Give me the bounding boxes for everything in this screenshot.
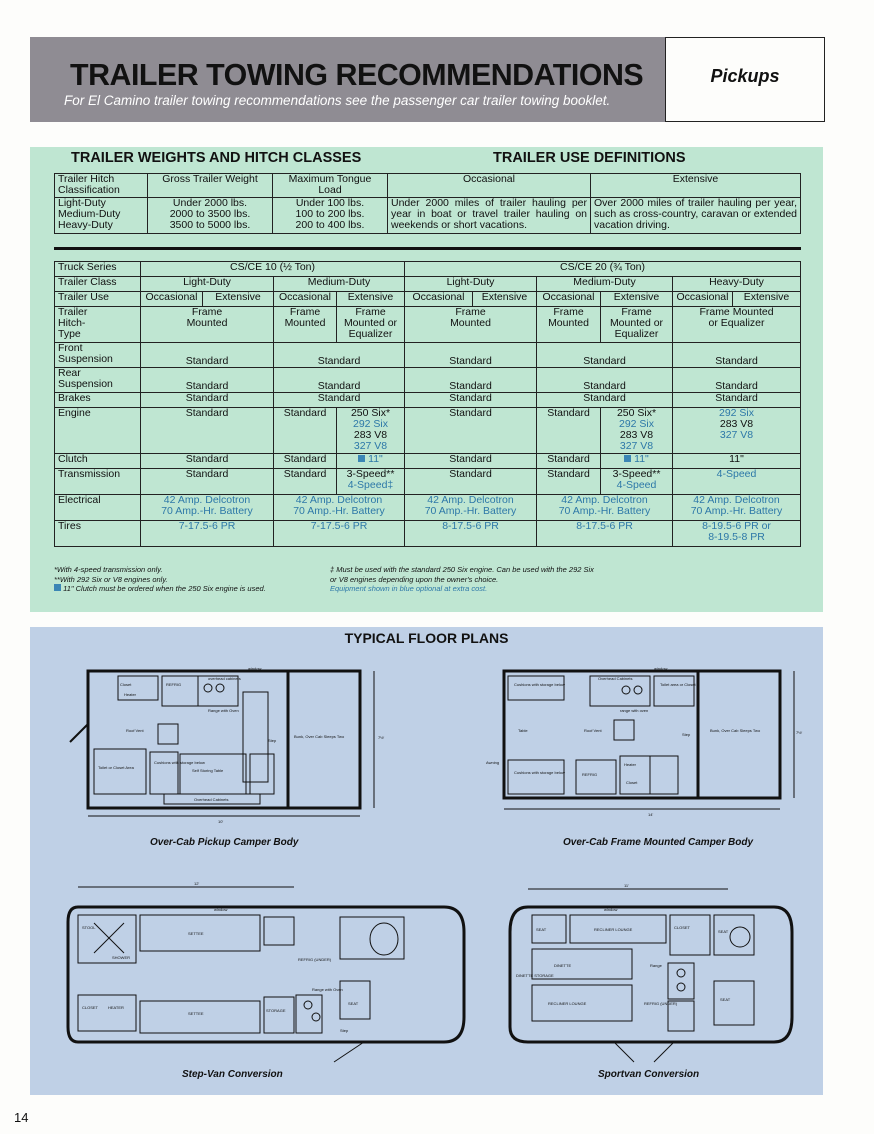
- p1-overhead: overhead cabinets: [208, 676, 241, 681]
- engine-292: 292 Six: [618, 418, 655, 430]
- note-clutch: 11" Clutch must be ordered when the 250 Six engine is used.: [63, 584, 266, 593]
- p1-dim-h: 7½': [378, 735, 385, 740]
- p4-window: window: [604, 907, 618, 912]
- p1-cushions: Cushions with storage below: [154, 760, 205, 765]
- p4-seat: SEAT: [536, 927, 547, 932]
- p3-step: Step: [340, 1028, 349, 1033]
- lbl-trans: Transmission: [55, 469, 141, 495]
- clutch-11-cell: [601, 454, 673, 469]
- front-std: Standard: [405, 343, 537, 368]
- p4-dim-w: 11': [624, 883, 629, 888]
- lbl-clutch: Clutch: [55, 454, 141, 469]
- tongue-loads: Under 100 lbs. 100 to 200 lbs. 200 to 400 lbs.: [273, 198, 388, 234]
- brakes-std: Standard: [537, 393, 673, 408]
- front-std: Standard: [274, 343, 405, 368]
- p1-table: Self Storing Table: [192, 768, 224, 773]
- trans-std: Standard: [537, 469, 601, 495]
- specs-table: [54, 261, 801, 547]
- cls-light-20: Light-Duty: [405, 277, 537, 292]
- trans-3speed: 3-Speed**: [612, 468, 661, 480]
- p2-range: range with oven: [620, 708, 649, 713]
- square-marker-icon: [358, 455, 365, 462]
- cs20-head: CS/CE 20 (¾ Ton): [405, 262, 801, 277]
- p4-range: Range: [650, 963, 662, 968]
- lbl-use: Trailer Use: [55, 292, 141, 307]
- hitch-10-med-ext: Frame Mounted or Equalizer: [337, 307, 405, 343]
- lbl-brakes: Brakes: [55, 393, 141, 408]
- p4-seat3: SEAT: [720, 997, 731, 1002]
- use-occ: Occasional: [141, 292, 203, 307]
- p3-range: Range with Oven: [312, 987, 343, 992]
- use-occ: Occasional: [274, 292, 337, 307]
- p3-seat: SEAT: [348, 1001, 359, 1006]
- p1-dim-w: 10': [218, 819, 224, 824]
- p3-storage: STORAGE: [266, 1008, 286, 1013]
- use-occ: Occasional: [673, 292, 733, 307]
- trans-20-opts: [601, 469, 673, 495]
- p3-dim-w: 12': [194, 881, 200, 886]
- p1-closet: Closet: [120, 682, 132, 687]
- front-std: Standard: [537, 343, 673, 368]
- cs10-head: CS/CE 10 (½ Ton): [141, 262, 405, 277]
- clutch-std: Standard: [141, 454, 274, 469]
- caption-pickup-camper: Over-Cab Pickup Camper Body: [150, 837, 299, 848]
- rear-std: Standard: [405, 368, 537, 393]
- trans-4speed: 4-Speed‡: [347, 479, 394, 491]
- page-title: TRAILER TOWING RECOMMENDATIONS: [70, 57, 644, 92]
- note-clutch-row: [54, 584, 334, 594]
- engine-20-heavy: [673, 408, 801, 454]
- p2-awning: Awning: [486, 760, 500, 765]
- th-tongue: Maximum Tongue Load: [273, 174, 388, 198]
- lbl-series: Truck Series: [55, 262, 141, 277]
- square-marker-icon: [624, 455, 631, 462]
- tires-heavy: 8-19.5-6 PR or 8-19.5-8 PR: [673, 521, 801, 547]
- use-ext: Extensive: [733, 292, 801, 307]
- use-occ: Occasional: [537, 292, 601, 307]
- p2-closet: Closet: [626, 780, 638, 785]
- p1-range: Range with Oven: [208, 708, 239, 713]
- brakes-std: Standard: [405, 393, 537, 408]
- brakes-std: Standard: [673, 393, 801, 408]
- p1-window: window: [248, 666, 262, 671]
- engine-283: 283 V8: [719, 418, 754, 430]
- trans-std: Standard: [141, 469, 274, 495]
- title-banner: [30, 37, 665, 122]
- p2-refrig: REFRIG: [582, 772, 598, 777]
- p2-step: Step: [682, 732, 691, 737]
- cls-heavy-20: Heavy-Duty: [673, 277, 801, 292]
- p2-dim-w: 14': [648, 812, 654, 817]
- footnotes-right: [330, 565, 600, 594]
- p2-window: window: [654, 666, 668, 671]
- engine-10-med-opts: [337, 408, 405, 454]
- p2-table: Table: [518, 728, 528, 733]
- front-std: Standard: [141, 343, 274, 368]
- engine-327: 327 V8: [353, 440, 388, 452]
- tires-20: 8-17.5-6 PR: [405, 521, 537, 547]
- engine-250: 250 Six*: [350, 407, 391, 419]
- p3-closet: CLOSET: [82, 1005, 99, 1010]
- engine-10-med-std: Standard: [274, 408, 337, 454]
- use-occ: Occasional: [405, 292, 473, 307]
- p3-settee2: SETTEE: [188, 1011, 204, 1016]
- trans-10-opts: [337, 469, 405, 495]
- p1-refrig: REFRIG: [166, 682, 182, 687]
- trans-std: Standard: [405, 469, 537, 495]
- lbl-front: Front Suspension: [55, 343, 141, 368]
- th-gross: Gross Trailer Weight: [148, 174, 273, 198]
- section-tab-label: Pickups: [710, 66, 780, 86]
- rear-std: Standard: [141, 368, 274, 393]
- brakes-std: Standard: [274, 393, 405, 408]
- hitch-classes: Light-Duty Medium-Duty Heavy-Duty: [55, 198, 148, 234]
- hitch-20-heavy: Frame Mounted or Equalizer: [673, 307, 801, 343]
- note-optional: Equipment shown in blue optional at extra cost.: [330, 584, 488, 593]
- p2-heater: Heater: [624, 762, 637, 767]
- use-ext: Extensive: [473, 292, 537, 307]
- p2-dim-h: 7½': [796, 730, 803, 735]
- section-tab: [665, 37, 825, 122]
- p2-cushions2: Cushions with storage below: [514, 770, 565, 775]
- note-4speed: *With 4-speed transmission only.: [54, 565, 163, 574]
- use-ext: Extensive: [203, 292, 274, 307]
- divider: [54, 247, 801, 250]
- p2-overhead: Overhead Cabinets: [598, 676, 633, 681]
- p3-window: window: [214, 907, 228, 912]
- engine-292: 292 Six: [718, 407, 755, 419]
- elec-cell: 42 Amp. Delcotron 70 Amp.-Hr. Battery: [141, 495, 274, 521]
- clutch-std: Standard: [537, 454, 601, 469]
- square-marker-icon: [54, 584, 61, 591]
- p4-storage: DINETTE STORAGE: [516, 973, 554, 978]
- brakes-std: Standard: [141, 393, 274, 408]
- lbl-hitch: Trailer Hitch- Type: [55, 307, 141, 343]
- p2-toilet: Toilet area or Closet: [660, 682, 696, 687]
- cls-light-10: Light-Duty: [141, 277, 274, 292]
- hitch-20-med-ext: Frame Mounted or Equalizer: [601, 307, 673, 343]
- th-extensive: Extensive: [591, 174, 801, 198]
- floor-plan-pickup-camper: [68, 664, 408, 824]
- note-292: **With 292 Six or V8 engines only.: [54, 574, 168, 584]
- lbl-elec: Electrical: [55, 495, 141, 521]
- p2-roofvent: Roof Vent: [584, 728, 602, 733]
- page-subtitle: For El Camino trailer towing recommendations see the passenger car trailer towing booklet.: [64, 93, 611, 108]
- elec-cell: 42 Amp. Delcotron 70 Amp.-Hr. Battery: [274, 495, 405, 521]
- p3-stool: STOOL: [82, 925, 96, 930]
- trans-heavy: 4-Speed: [673, 469, 801, 495]
- floor-plan-stepvan: [64, 877, 474, 1072]
- clutch-std: Standard: [405, 454, 537, 469]
- hitch-10-light: Frame Mounted: [141, 307, 274, 343]
- trans-std: Standard: [274, 469, 337, 495]
- caption-sportvan: Sportvan Conversion: [598, 1069, 700, 1080]
- page-number: 14: [14, 1110, 29, 1125]
- rear-std: Standard: [537, 368, 673, 393]
- tires-10: 7-17.5-6 PR: [274, 521, 405, 547]
- tires-20: 8-17.5-6 PR: [537, 521, 673, 547]
- elec-cell: 42 Amp. Delcotron 70 Amp.-Hr. Battery: [673, 495, 801, 521]
- engine-327: 327 V8: [619, 440, 654, 452]
- engine-20-med-opts: [601, 408, 673, 454]
- p1-bunk: Bunk, Over Cab Sleeps Two: [294, 734, 345, 739]
- floor-plan-frame-camper: [478, 664, 808, 824]
- occasional-def: Under 2000 miles of trailer hauling per year in boat or travel trailer hauling on weekends or short vacations.: [388, 198, 591, 234]
- floor-plans-title: TYPICAL FLOOR PLANS: [344, 630, 509, 646]
- p2-bunk: Bunk, Over Cab Sleeps Two: [710, 728, 761, 733]
- p1-step: Step: [268, 738, 277, 743]
- use-ext: Extensive: [601, 292, 673, 307]
- hitch-20-light: Frame Mounted: [405, 307, 537, 343]
- engine-292: 292 Six: [352, 418, 389, 430]
- elec-cell: 42 Amp. Delcotron 70 Amp.-Hr. Battery: [537, 495, 673, 521]
- use-heading: TRAILER USE DEFINITIONS: [493, 150, 686, 166]
- p4-seat2: SEAT: [718, 929, 729, 934]
- lbl-class: Trailer Class: [55, 277, 141, 292]
- p3-refrig: REFRIG (UNDER): [298, 957, 332, 962]
- engine-250: 250 Six*: [616, 407, 657, 419]
- elec-cell: 42 Amp. Delcotron 70 Amp.-Hr. Battery: [405, 495, 537, 521]
- trans-4speed: 4-Speed: [616, 479, 657, 491]
- floor-plans-panel: [30, 627, 823, 1095]
- p3-shower: SHOWER: [112, 955, 130, 960]
- engine-20-med-std: Standard: [537, 408, 601, 454]
- clutch-heavy: 11": [673, 454, 801, 469]
- cls-medium-20: Medium-Duty: [537, 277, 673, 292]
- tires-10: 7-17.5-6 PR: [141, 521, 274, 547]
- p2-cushions: Cushions with storage below: [514, 682, 565, 687]
- lbl-engine: Engine: [55, 408, 141, 454]
- p4-closet: CLOSET: [674, 925, 691, 930]
- engine-20-light: Standard: [405, 408, 537, 454]
- p4-recliner2: RECLINER LOUNGE: [548, 1001, 587, 1006]
- clutch-11: 11": [634, 453, 649, 465]
- clutch-11-cell: [337, 454, 405, 469]
- footnotes-left: [54, 565, 334, 594]
- p1-roofvent: Roof Vent: [126, 728, 144, 733]
- th-hitch: Trailer Hitch Classification: [55, 174, 148, 198]
- trans-3speed: 3-Speed**: [346, 468, 395, 480]
- towing-panel: [30, 147, 823, 612]
- extensive-def: Over 2000 miles of trailer hauling per year, such as cross-country, caravan or extended vacation driving.: [591, 198, 801, 234]
- p3-settee: SETTEE: [188, 931, 204, 936]
- p1-toilet: Toilet or Closet Area: [98, 765, 134, 770]
- p4-refrig: REFRIG (UNDER): [644, 1001, 678, 1006]
- weights-heading: TRAILER WEIGHTS AND HITCH CLASSES: [71, 150, 362, 166]
- p1-overhead2: Overhead Cabinets: [194, 797, 229, 802]
- p1-heater: Heater: [124, 692, 137, 697]
- caption-stepvan: Step-Van Conversion: [182, 1069, 283, 1080]
- engine-283: 283 V8: [619, 429, 654, 441]
- note-250: ‡ Must be used with the standard 250 Six engine. Can be used with the 292 Six or V8 engines depending upon the owner's choice.: [330, 565, 594, 584]
- weights-table: [54, 173, 801, 234]
- caption-frame-camper: Over-Cab Frame Mounted Camper Body: [563, 837, 754, 848]
- engine-327: 327 V8: [719, 429, 754, 441]
- lbl-tires: Tires: [55, 521, 141, 547]
- p3-heater: HEATER: [108, 1005, 124, 1010]
- hitch-20-med-occ: Frame Mounted: [537, 307, 601, 343]
- rear-std: Standard: [274, 368, 405, 393]
- engine-283: 283 V8: [353, 429, 388, 441]
- rear-std: Standard: [673, 368, 801, 393]
- lbl-rear: Rear Suspension: [55, 368, 141, 393]
- th-occasional: Occasional: [388, 174, 591, 198]
- clutch-std: Standard: [274, 454, 337, 469]
- hitch-10-med-occ: Frame Mounted: [274, 307, 337, 343]
- floor-plan-sportvan: [504, 877, 804, 1072]
- p4-recliner: RECLINER LOUNGE: [594, 927, 633, 932]
- p4-dinette: DINETTE: [554, 963, 572, 968]
- cls-medium-10: Medium-Duty: [274, 277, 405, 292]
- use-ext: Extensive: [337, 292, 405, 307]
- engine-10-light: Standard: [141, 408, 274, 454]
- gross-weights: Under 2000 lbs. 2000 to 3500 lbs. 3500 to 5000 lbs.: [148, 198, 273, 234]
- front-std: Standard: [673, 343, 801, 368]
- clutch-11: 11": [368, 453, 383, 465]
